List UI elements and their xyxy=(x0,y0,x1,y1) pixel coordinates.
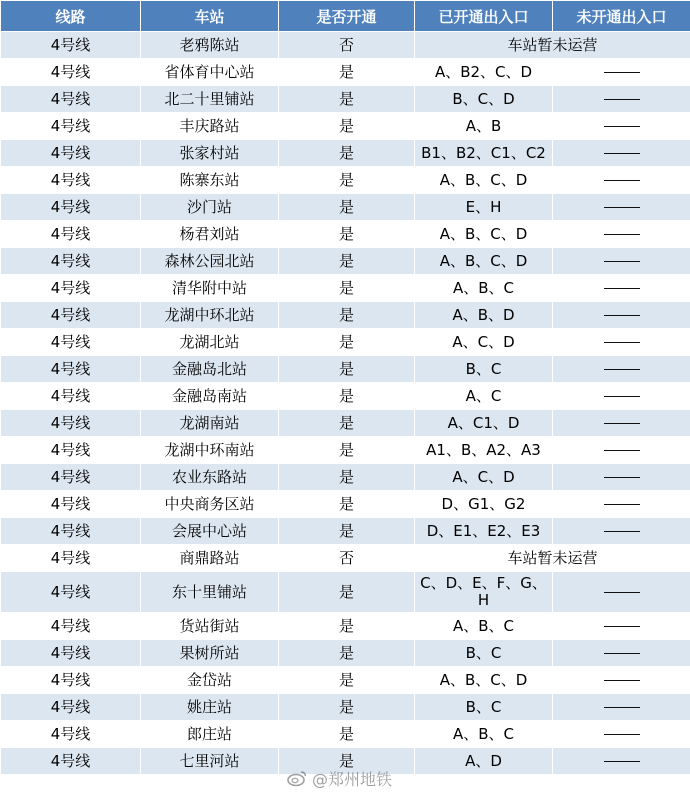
dash-mark xyxy=(604,477,640,478)
cell-open: 是 xyxy=(279,640,415,667)
cell-closed-entrances xyxy=(553,356,690,383)
cell-closed-entrances xyxy=(553,194,690,221)
table-row xyxy=(1,721,690,748)
dash-mark xyxy=(604,761,640,762)
cell-closed-entrances xyxy=(553,221,690,248)
cell-closed-entrances xyxy=(553,302,690,329)
cell-open: 是 xyxy=(279,410,415,437)
table-row xyxy=(1,167,690,194)
cell-open: 是 xyxy=(279,383,415,410)
dash-mark xyxy=(604,315,640,316)
cell-station: 金融岛南站 xyxy=(141,383,279,410)
cell-open: 否 xyxy=(279,545,415,572)
table-row xyxy=(1,437,690,464)
cell-closed-entrances xyxy=(553,86,690,113)
cell-station: 杨君刘站 xyxy=(141,221,279,248)
cell-open-entrances: A、B xyxy=(415,113,553,140)
cell-line: 4号线 xyxy=(1,383,141,410)
cell-open-entrances: C、D、E、F、G、H xyxy=(415,572,553,613)
cell-line: 4号线 xyxy=(1,667,141,694)
cell-open: 是 xyxy=(279,613,415,640)
dash-mark xyxy=(604,653,640,654)
cell-closed-entrances xyxy=(553,140,690,167)
cell-open: 是 xyxy=(279,59,415,86)
cell-open-entrances: A、C、D xyxy=(415,464,553,491)
cell-closed-entrances xyxy=(553,491,690,518)
cell-station: 陈寨东站 xyxy=(141,167,279,194)
weibo-icon xyxy=(286,769,308,787)
cell-station: 商鼎路站 xyxy=(141,545,279,572)
cell-open: 是 xyxy=(279,572,415,613)
table-row xyxy=(1,410,690,437)
dash-mark xyxy=(604,396,640,397)
cell-line: 4号线 xyxy=(1,356,141,383)
cell-open-entrances: A、B、C、D xyxy=(415,221,553,248)
table-row xyxy=(1,32,690,59)
dash-mark xyxy=(604,342,640,343)
cell-station: 金融岛北站 xyxy=(141,356,279,383)
dash-mark xyxy=(604,153,640,154)
cell-station: 郎庄站 xyxy=(141,721,279,748)
cell-closed-entrances xyxy=(553,667,690,694)
cell-station: 果树所站 xyxy=(141,640,279,667)
table-row xyxy=(1,518,690,545)
dash-mark xyxy=(604,261,640,262)
table-row xyxy=(1,248,690,275)
dash-mark xyxy=(604,288,640,289)
cell-open-entrances: B、C xyxy=(415,640,553,667)
table-row xyxy=(1,194,690,221)
cell-station: 龙湖南站 xyxy=(141,410,279,437)
cell-station: 龙湖中环北站 xyxy=(141,302,279,329)
header-line: 线路 xyxy=(1,1,141,32)
dash-mark xyxy=(604,99,640,100)
table-row xyxy=(1,59,690,86)
table-row xyxy=(1,640,690,667)
cell-station: 姚庄站 xyxy=(141,694,279,721)
table-row xyxy=(1,667,690,694)
cell-line: 4号线 xyxy=(1,194,141,221)
cell-open: 是 xyxy=(279,491,415,518)
cell-station: 龙湖北站 xyxy=(141,329,279,356)
cell-station: 老鸦陈站 xyxy=(141,32,279,59)
cell-closed-entrances xyxy=(553,248,690,275)
cell-station: 金岱站 xyxy=(141,667,279,694)
cell-line: 4号线 xyxy=(1,613,141,640)
header-closed-entrances: 未开通出入口 xyxy=(553,1,690,32)
cell-closed-entrances xyxy=(553,721,690,748)
cell-line: 4号线 xyxy=(1,59,141,86)
cell-open-entrances: A、B、C xyxy=(415,275,553,302)
dash-mark xyxy=(604,234,640,235)
cell-open: 否 xyxy=(279,32,415,59)
cell-open: 是 xyxy=(279,694,415,721)
table-row xyxy=(1,545,690,572)
cell-line: 4号线 xyxy=(1,302,141,329)
cell-closed-entrances xyxy=(553,329,690,356)
table-row xyxy=(1,275,690,302)
cell-closed-entrances xyxy=(553,410,690,437)
cell-status-merged: 车站暂未运营 xyxy=(415,545,690,572)
cell-open: 是 xyxy=(279,437,415,464)
cell-line: 4号线 xyxy=(1,640,141,667)
cell-line: 4号线 xyxy=(1,86,141,113)
dash-mark xyxy=(604,734,640,735)
cell-open: 是 xyxy=(279,356,415,383)
dash-mark xyxy=(604,369,640,370)
cell-station: 货站街站 xyxy=(141,613,279,640)
cell-open-entrances: A1、B、A2、A3 xyxy=(415,437,553,464)
table-row xyxy=(1,302,690,329)
cell-open-entrances: D、E1、E2、E3 xyxy=(415,518,553,545)
cell-open: 是 xyxy=(279,86,415,113)
cell-line: 4号线 xyxy=(1,167,141,194)
table-row xyxy=(1,464,690,491)
cell-open: 是 xyxy=(279,667,415,694)
table-row xyxy=(1,329,690,356)
cell-line: 4号线 xyxy=(1,410,141,437)
dash-mark xyxy=(604,592,640,593)
cell-open-entrances: A、C1、D xyxy=(415,410,553,437)
cell-station: 丰庆路站 xyxy=(141,113,279,140)
dash-mark xyxy=(604,504,640,505)
cell-open-entrances: A、C、D xyxy=(415,329,553,356)
cell-open-entrances: A、B、C、D xyxy=(415,167,553,194)
dash-mark xyxy=(604,450,640,451)
cell-line: 4号线 xyxy=(1,437,141,464)
cell-open-entrances: A、B、C、D xyxy=(415,248,553,275)
cell-open: 是 xyxy=(279,113,415,140)
cell-line: 4号线 xyxy=(1,140,141,167)
cell-closed-entrances xyxy=(553,518,690,545)
cell-line: 4号线 xyxy=(1,464,141,491)
cell-open-entrances: A、B、C、D xyxy=(415,667,553,694)
cell-line: 4号线 xyxy=(1,518,141,545)
cell-line: 4号线 xyxy=(1,113,141,140)
dash-mark xyxy=(604,207,640,208)
cell-open: 是 xyxy=(279,329,415,356)
cell-station: 会展中心站 xyxy=(141,518,279,545)
cell-line: 4号线 xyxy=(1,275,141,302)
cell-closed-entrances xyxy=(553,113,690,140)
dash-mark xyxy=(604,72,640,73)
dash-mark xyxy=(604,626,640,627)
cell-line: 4号线 xyxy=(1,248,141,275)
cell-open: 是 xyxy=(279,518,415,545)
table-row xyxy=(1,694,690,721)
cell-station: 清华附中站 xyxy=(141,275,279,302)
cell-closed-entrances xyxy=(553,572,690,613)
table-row xyxy=(1,140,690,167)
cell-open-entrances: A、B、C xyxy=(415,613,553,640)
cell-closed-entrances xyxy=(553,383,690,410)
cell-closed-entrances xyxy=(553,640,690,667)
cell-open-entrances: A、B、D xyxy=(415,302,553,329)
table-row xyxy=(1,113,690,140)
dash-mark xyxy=(604,423,640,424)
cell-line: 4号线 xyxy=(1,694,141,721)
dash-mark xyxy=(604,680,640,681)
cell-station: 北二十里铺站 xyxy=(141,86,279,113)
cell-line: 4号线 xyxy=(1,748,141,775)
cell-closed-entrances xyxy=(553,694,690,721)
dash-mark xyxy=(604,531,640,532)
cell-station: 龙湖中环南站 xyxy=(141,437,279,464)
cell-status-merged: 车站暂未运营 xyxy=(415,32,690,59)
cell-station: 东十里铺站 xyxy=(141,572,279,613)
cell-station: 农业东路站 xyxy=(141,464,279,491)
header-station: 车站 xyxy=(141,1,279,32)
cell-closed-entrances xyxy=(553,167,690,194)
cell-open: 是 xyxy=(279,221,415,248)
dash-mark xyxy=(604,180,640,181)
cell-open-entrances: A、B、C xyxy=(415,721,553,748)
cell-closed-entrances xyxy=(553,613,690,640)
cell-station: 省体育中心站 xyxy=(141,59,279,86)
header-row xyxy=(1,1,690,32)
table-row xyxy=(1,86,690,113)
cell-open: 是 xyxy=(279,248,415,275)
cell-line: 4号线 xyxy=(1,572,141,613)
cell-closed-entrances xyxy=(553,437,690,464)
cell-line: 4号线 xyxy=(1,721,141,748)
watermark-text: @郑州地铁 xyxy=(312,769,393,789)
cell-station: 七里河站 xyxy=(141,748,279,775)
cell-closed-entrances xyxy=(553,748,690,775)
table-row xyxy=(1,356,690,383)
cell-closed-entrances xyxy=(553,59,690,86)
cell-open-entrances: A、D xyxy=(415,748,553,775)
cell-station: 张家村站 xyxy=(141,140,279,167)
cell-open: 是 xyxy=(279,275,415,302)
cell-line: 4号线 xyxy=(1,221,141,248)
cell-line: 4号线 xyxy=(1,329,141,356)
cell-line: 4号线 xyxy=(1,491,141,518)
cell-station: 森林公园北站 xyxy=(141,248,279,275)
cell-open: 是 xyxy=(279,464,415,491)
cell-open: 是 xyxy=(279,302,415,329)
cell-open-entrances: B、C xyxy=(415,694,553,721)
cell-closed-entrances xyxy=(553,275,690,302)
cell-open-entrances: A、C xyxy=(415,383,553,410)
cell-station: 沙门站 xyxy=(141,194,279,221)
cell-line: 4号线 xyxy=(1,32,141,59)
header-open-entrances: 已开通出入口 xyxy=(415,1,553,32)
cell-open-entrances: B1、B2、C1、C2 xyxy=(415,140,553,167)
table-row xyxy=(1,613,690,640)
cell-open-entrances: E、H xyxy=(415,194,553,221)
cell-open-entrances: B、C xyxy=(415,356,553,383)
cell-open-entrances: B、C、D xyxy=(415,86,553,113)
watermark xyxy=(286,765,392,791)
cell-open: 是 xyxy=(279,140,415,167)
table-row xyxy=(1,572,690,613)
cell-closed-entrances xyxy=(553,464,690,491)
table-row xyxy=(1,221,690,248)
table-row xyxy=(1,383,690,410)
cell-open: 是 xyxy=(279,167,415,194)
cell-station: 中央商务区站 xyxy=(141,491,279,518)
cell-open: 是 xyxy=(279,721,415,748)
cell-open-entrances: D、G1、G2 xyxy=(415,491,553,518)
dash-mark xyxy=(604,126,640,127)
table-row xyxy=(1,491,690,518)
header-open: 是否开通 xyxy=(279,1,415,32)
cell-open-entrances: A、B2、C、D xyxy=(415,59,553,86)
cell-open: 是 xyxy=(279,748,415,775)
dash-mark xyxy=(604,707,640,708)
cell-open: 是 xyxy=(279,194,415,221)
cell-line: 4号线 xyxy=(1,545,141,572)
